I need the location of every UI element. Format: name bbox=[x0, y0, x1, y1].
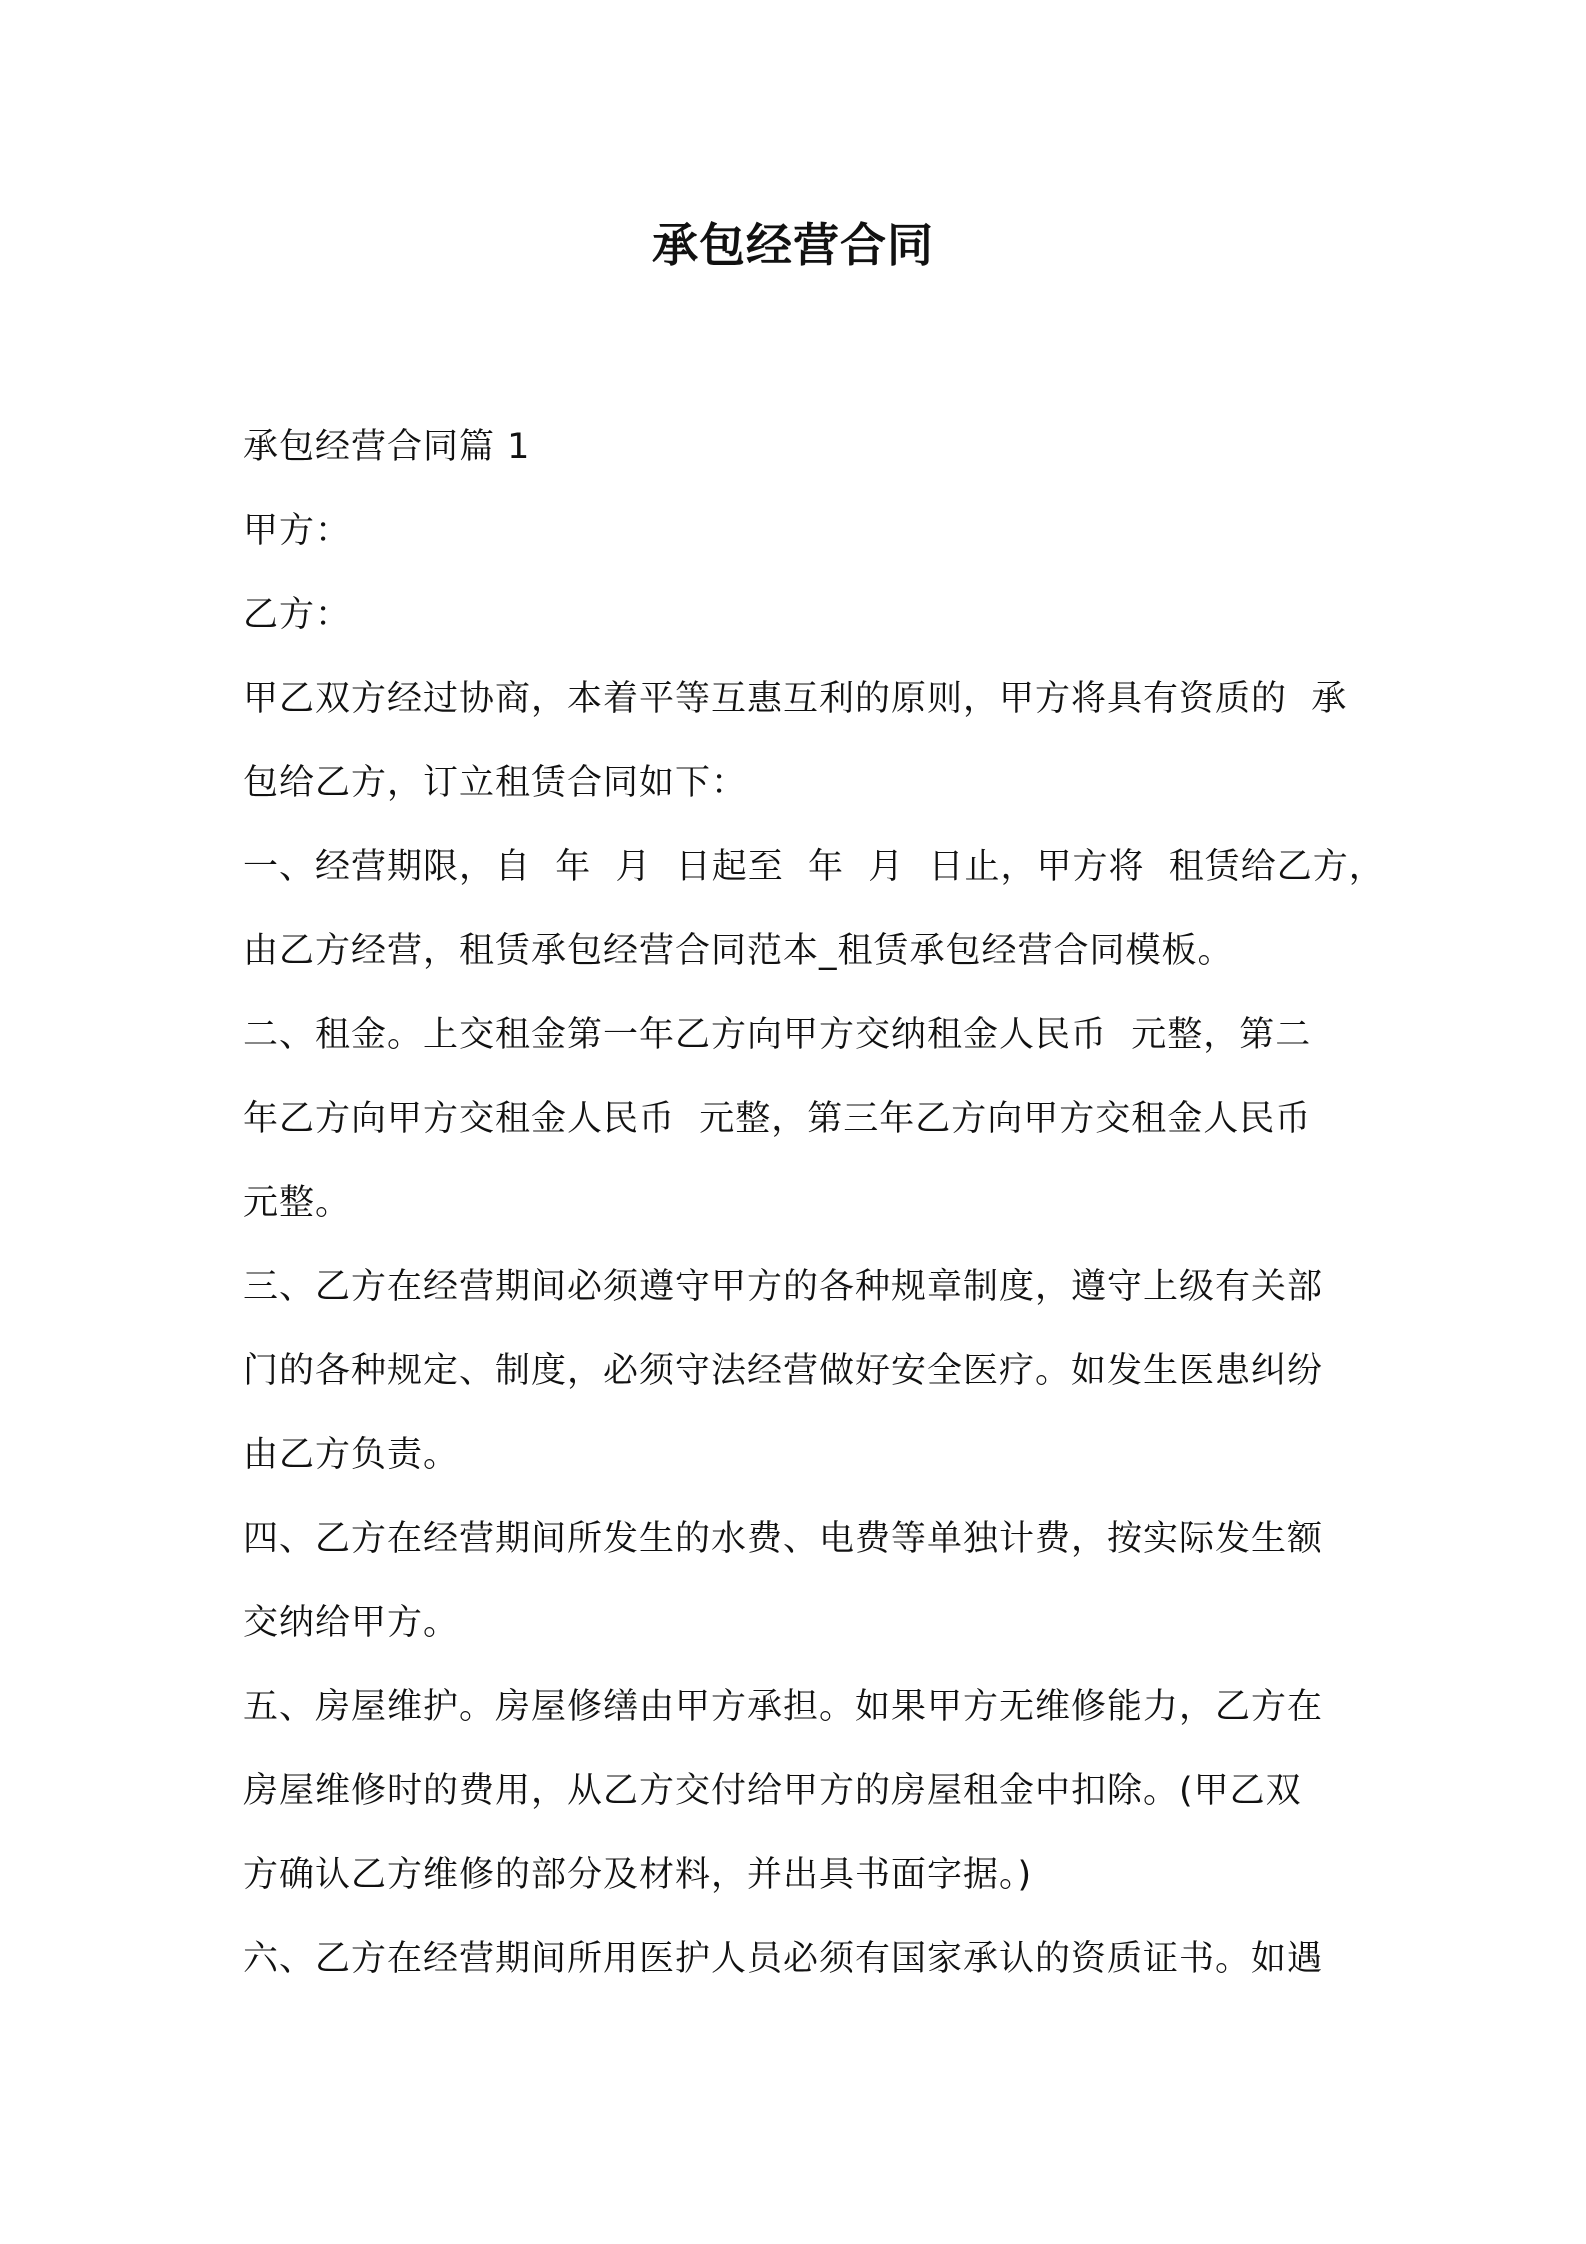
paragraph-line: 三、乙方在经营期间必须遵守甲方的各种规章制度，遵守上级有关部 bbox=[243, 1267, 1324, 1307]
document-title: 承包经营合同 bbox=[652, 218, 934, 272]
paragraph-line: 二、租金。上交租金第一年乙方向甲方交纳租金人民币 元整，第二 bbox=[243, 1015, 1312, 1055]
paragraph-line: 元整。 bbox=[243, 1183, 352, 1223]
paragraph-line: 房屋维修时的费用，从乙方交付给甲方的房屋租金中扣除。(甲乙双 bbox=[243, 1771, 1302, 1811]
document-body bbox=[243, 405, 1385, 2001]
paragraph-line: 由乙方经营，租赁承包经营合同范本_租赁承包经营合同模板。 bbox=[243, 931, 1234, 971]
section-heading: 承包经营合同篇 1 bbox=[243, 427, 531, 467]
paragraph-line: 门的各种规定、制度，必须守法经营做好安全医疗。如发生医患纠纷 bbox=[243, 1351, 1324, 1391]
paragraph-line: 包给乙方，订立租赁合同如下： bbox=[243, 763, 748, 803]
party-b-label: 乙方： bbox=[243, 595, 352, 635]
paragraph-line: 一、经营期限，自 年 月 日起至 年 月 日止，甲方将 租赁给乙方， bbox=[243, 847, 1385, 887]
paragraph-line: 年乙方向甲方交租金人民币 元整，第三年乙方向甲方交租金人民币 bbox=[243, 1099, 1312, 1139]
paragraph-line: 六、乙方在经营期间所用医护人员必须有国家承认的资质证书。如遇 bbox=[243, 1939, 1324, 1979]
paragraph-line: 五、房屋维护。房屋修缮由甲方承担。如果甲方无维修能力，乙方在 bbox=[243, 1687, 1324, 1727]
paragraph-line: 甲乙双方经过协商，本着平等互惠互利的原则，甲方将具有资质的 承 bbox=[243, 679, 1348, 719]
paragraph-line: 四、乙方在经营期间所发生的水费、电费等单独计费，按实际发生额 bbox=[243, 1519, 1324, 1559]
paragraph-line: 交纳给甲方。 bbox=[243, 1603, 460, 1643]
party-a-label: 甲方： bbox=[243, 511, 352, 551]
paragraph-line: 由乙方负责。 bbox=[243, 1435, 460, 1475]
paragraph-line: 方确认乙方维修的部分及材料，并出具书面字据。) bbox=[243, 1855, 1033, 1895]
